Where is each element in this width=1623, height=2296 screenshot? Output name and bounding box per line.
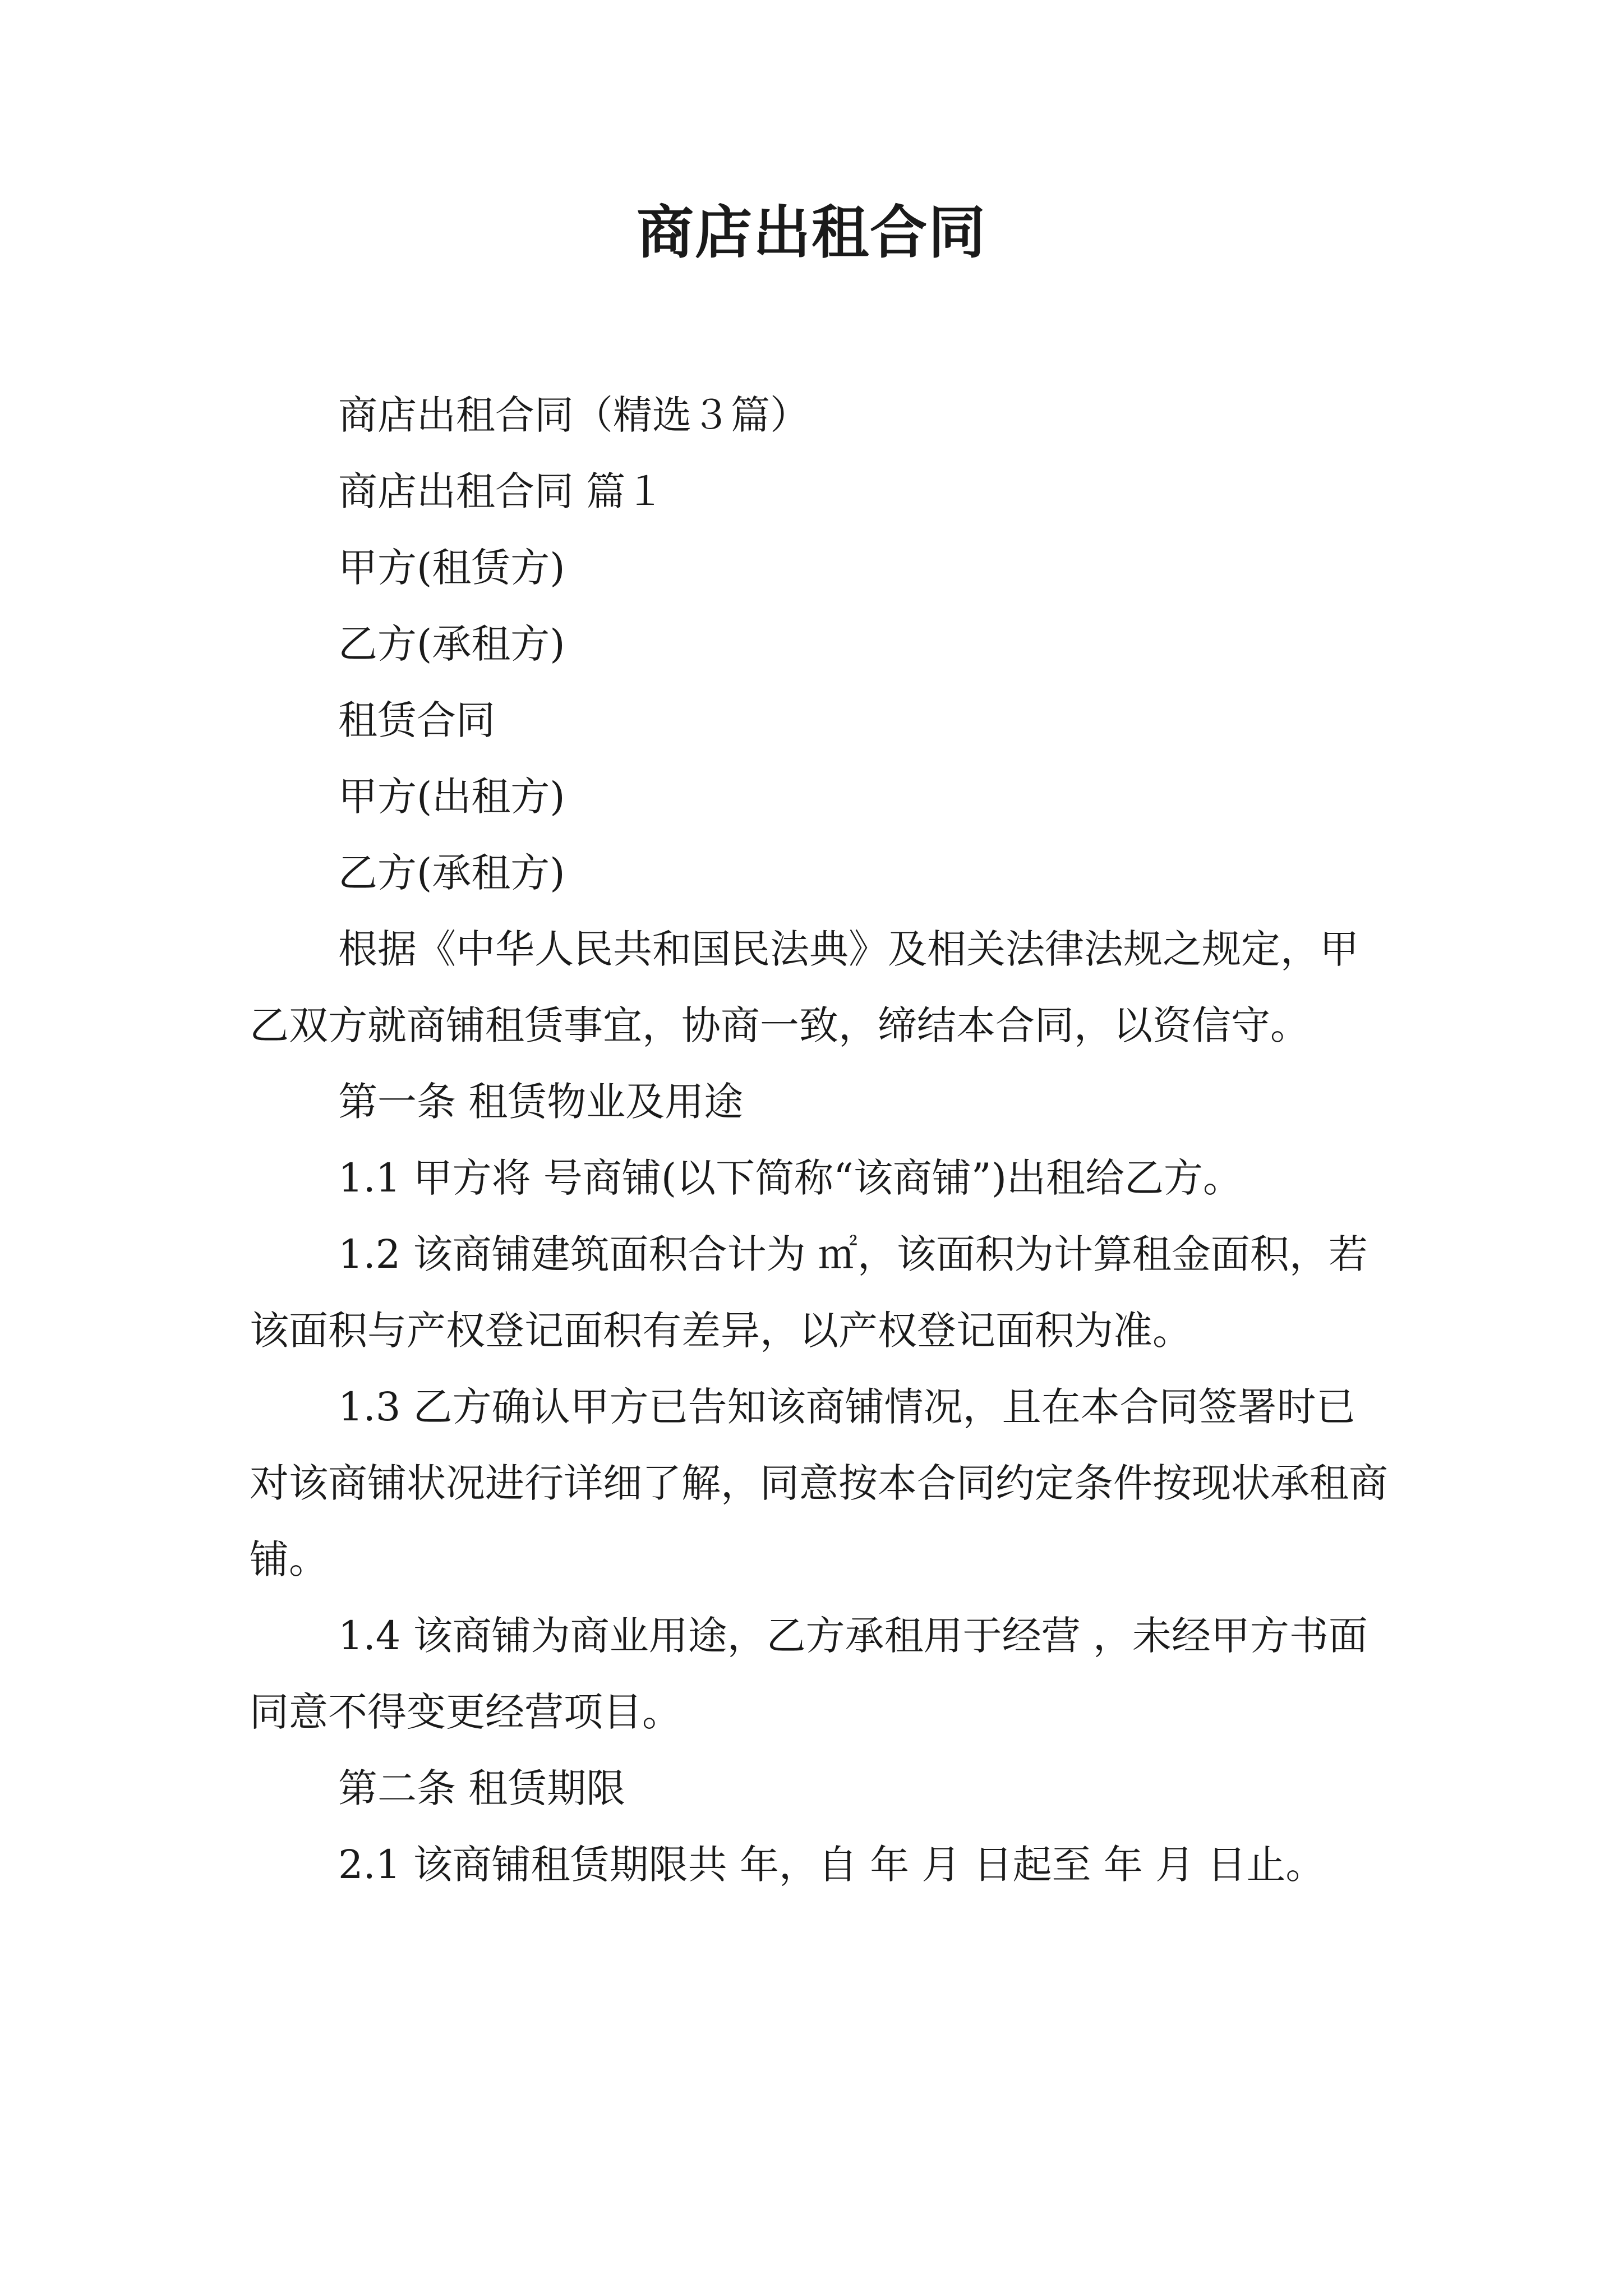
paragraph-clause-1-3: 1.3 乙方确认甲方已告知该商铺情况，且在本合同签署时已对该商铺状况进行详细了解，同意按本合同约定条件按现状承租商铺。 [250,1384,1388,1582]
document-body [250,377,1388,1903]
paragraph-clause-1-4: 1.4 该商铺为商业用途，乙方承租用于经营 ，未经甲方书面同意不得变更经营项目。 [250,1613,1368,1735]
paragraph-party-a-lessor: 甲方(出租方) [338,774,565,820]
paragraph-clause-1-2: 1.2 该商铺建筑面积合计为 ㎡，该面积为计算租金面积，若该面积与产权登记面积有差异，以产权登记面积为准。 [250,1231,1368,1354]
paragraph-clause-1-1: 1.1 甲方将 号商铺(以下简称“该商铺”)出租给乙方。 [338,1155,1243,1201]
paragraph-preamble: 根据《中华人民共和国民法典》及相关法律法规之规定，甲乙双方就商铺租赁事宜，协商一致，缔结本合同，以资信守。 [250,926,1359,1048]
paragraph-collection-heading: 商店出租合同（精选３篇） [338,392,809,438]
paragraph-party-b-tenant-2: 乙方(承租方) [338,850,565,896]
paragraph-lease-contract-heading: 租赁合同 [338,697,495,743]
paragraph-clause-2-1: 2.1 该商铺租赁期限共 年，自 年 月 日起至 年 月 日止。 [338,1842,1325,1888]
document-title: 商店出租合同 [637,199,986,266]
paragraph-party-b-tenant: 乙方(承租方) [338,621,565,667]
paragraph-article-2-heading: 第二条 租赁期限 [338,1765,626,1811]
paragraph-article-1-heading: 第一条 租赁物业及用途 [338,1079,744,1125]
paragraph-article-heading: 商店出租合同 篇１ [338,468,665,514]
paragraph-party-a-lessee: 甲方(租赁方) [338,545,565,591]
